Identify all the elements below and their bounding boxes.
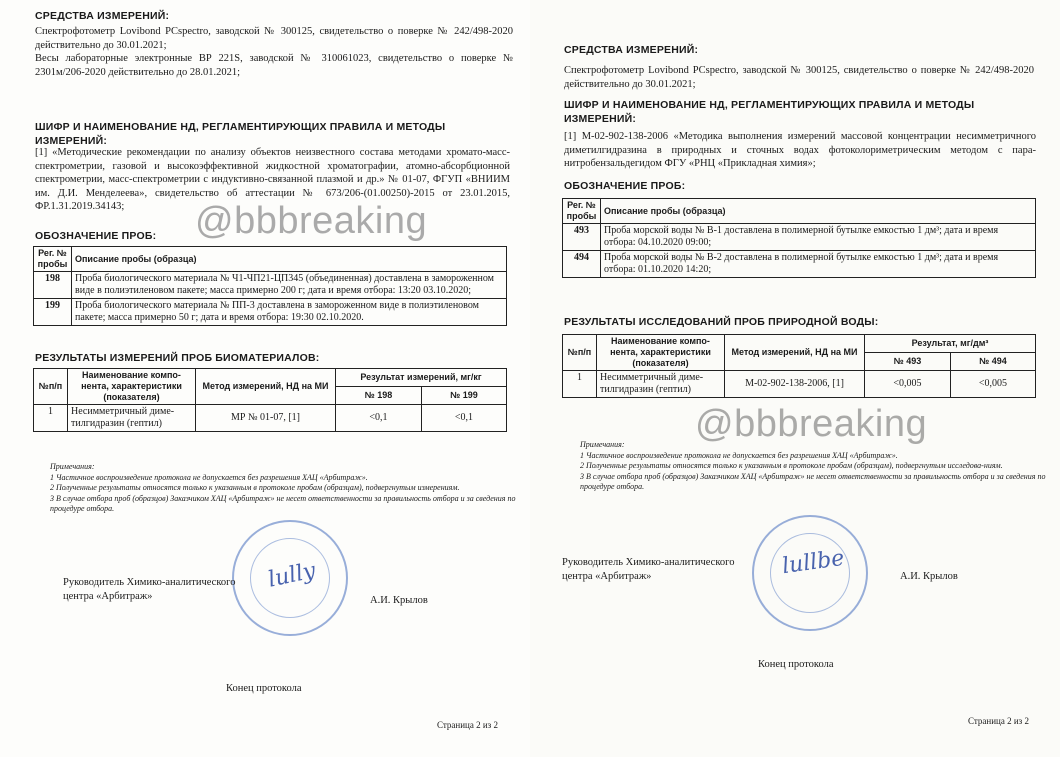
nd-text: [1] М-02-902-138-2006 «Методика выполнения измерений массовой концентрации несимметричного диметилгидразина в природных и сточных водах фотоколориметрическим методом с пара-нитробензальдегидом ФГУ «РНЦ «Прикладная химия»; [564,131,1036,169]
table-row [563,224,1036,251]
col-result: Результат, мг/дм³ [865,335,1036,353]
sample-desc: Проба морской воды № В-2 доставлена в полимерной бутылке емкостью 1 дм³; дата и время отбора: 01.10.2020 14:20; [601,251,1036,278]
note-3: 3 В случае отбора проб (образцов) Заказчиком ХАЦ «Арбитраж» не несет ответственности за правильность отбора и за сведения по процедуре отбора. [580,471,1046,491]
col-num: №п/п [34,369,68,405]
notes [50,462,520,515]
means-title: СРЕДСТВА ИЗМЕРЕНИЙ: [35,10,170,22]
right-document-page [530,0,1060,757]
nd-title: ШИФР И НАИМЕНОВАНИЕ НД, РЕГЛАМЕНТИРУЮЩИХ ПРАВИЛА И МЕТОДЫ ИЗМЕРЕНИЙ: [35,121,446,147]
results-title: РЕЗУЛЬТАТЫ ИЗМЕРЕНИЙ ПРОБ БИОМАТЕРИАЛОВ: [35,352,320,364]
means-text: Спектрофотометр Lovibond PCspectro, заводской № 300125, свидетельство о поверке № 242/498-2020 действительно до 30.01.2021; Весы лабораторные электронные ВР 221S, заводской № 310061023, свидетельство о поверке № 2301м/206-2020 действительно до 28.01.2021; [35,26,513,78]
signer-name: А.И. Крылов [370,595,428,606]
result-value-1: <0,1 [336,405,422,432]
samples-title: ОБОЗНАЧЕНИЕ ПРОБ: [35,230,157,242]
result-value-2: <0,1 [422,405,507,432]
col-sample-2: № 199 [422,387,507,405]
signer-role: Руководитель Химико-аналитического центра «Арбитраж» [562,557,735,582]
results-header-row [34,369,507,387]
col-result: Результат измерений, мг/кг [336,369,507,387]
col-name: Наименование компо-нента, характеристики (показателя) [68,369,196,405]
result-value-2: <0,005 [951,371,1036,398]
result-num: 1 [34,405,68,432]
col-description: Описание пробы (образца) [601,199,1036,224]
col-sample-1: № 198 [336,387,422,405]
sample-desc: Проба биологического материала № ПП-3 доставлена в замороженном виде в полиэтиленовом пакете; масса примерно 50 г; дата и время отбора: 19:30 02.10.2020. [72,299,507,326]
results-title: РЕЗУЛЬТАТЫ ИССЛЕДОВАНИЙ ПРОБ ПРИРОДНОЙ ВОДЫ: [564,316,879,328]
notes-title: Примечания: [50,462,95,471]
means-text: Спектрофотометр Lovibond PCspectro, заводской № 300125, свидетельство о поверке № 242/498-2020 действительно до 30.01.2021; [564,65,1034,90]
watermark: @bbbreaking [195,200,428,242]
end-of-protocol: Конец протокола [226,683,302,694]
samples-table [33,246,507,326]
sample-desc: Проба морской воды № В-1 доставлена в полимерной бутылке емкостью 1 дм³; дата и время отбора: 04.10.2020 09:00; [601,224,1036,251]
result-value-1: <0,005 [865,371,951,398]
table-row [34,299,507,326]
nd-title: ШИФР И НАИМЕНОВАНИЕ НД, РЕГЛАМЕНТИРУЮЩИХ ПРАВИЛА И МЕТОДЫ ИЗМЕРЕНИЙ: [564,99,975,125]
samples-table [562,198,1036,278]
samples-title: ОБОЗНАЧЕНИЕ ПРОБ: [564,180,686,192]
signer-role: Руководитель Химико-аналитического центра «Арбитраж» [63,577,236,602]
sample-num: 494 [563,251,601,278]
notes-title: Примечания: [580,440,625,449]
sample-num: 493 [563,224,601,251]
col-reg-num: Рег. № пробы [34,247,72,272]
note-1: 1 Частичное воспроизведение протокола не допускается без разрешения ХАЦ «Арбитраж». [50,472,368,482]
col-name: Наименование компо-нента, характеристики (показателя) [597,335,725,371]
col-reg-num: Рег. № пробы [563,199,601,224]
end-of-protocol: Конец протокола [758,659,834,670]
table-row [563,251,1036,278]
signature-mark: lullbe [780,545,846,580]
sample-num: 199 [34,299,72,326]
result-method: МР № 01-07, [1] [196,405,336,432]
results-table [33,368,507,432]
col-sample-2: № 494 [951,353,1036,371]
signer-name: А.И. Крылов [900,571,958,582]
table-row [34,272,507,299]
samples-header-row [563,199,1036,224]
result-method: М-02-902-138-2006, [1] [725,371,865,398]
result-name: Несимметричный диме-тилгидразин (гептил) [597,371,725,398]
col-sample-1: № 493 [865,353,951,371]
sample-num: 198 [34,272,72,299]
result-name: Несимметричный диме-тилгидразин (гептил) [68,405,196,432]
samples-header-row [34,247,507,272]
col-num: №п/п [563,335,597,371]
col-method: Метод измерений, НД на МИ [725,335,865,371]
means-title: СРЕДСТВА ИЗМЕРЕНИЙ: [564,44,699,56]
note-2: 2 Полученные результаты относятся только к указанным в протоколе пробам (образцам), подвергнутым измерениям. [50,483,460,492]
col-method: Метод измерений, НД на МИ [196,369,336,405]
table-row [563,371,1036,398]
sample-desc: Проба биологического материала № Ч1-ЧП21-ЦП345 (объединенная) доставлена в замороженном виде в полиэтиленовом пакете; масса примерно 200 г; дата и время отбора: 13:20 03.10.2020; [72,272,507,299]
note-2: 2 Полученные результаты относятся только к указанным в протоколе пробам (образцам), подвергнутым исследова-ниям. [580,461,1003,470]
table-row [34,405,507,432]
page-number: Страница 2 из 2 [437,720,498,730]
signature-mark: lully [265,558,318,593]
notes [580,440,1050,493]
note-1: 1 Частичное воспроизведение протокола не допускается без разрешения ХАЦ «Арбитраж». [580,450,898,460]
result-num: 1 [563,371,597,398]
page-number: Страница 2 из 2 [968,716,1029,726]
nd-text: [1] «Методические рекомендации по анализу объектов неизвестного состава методами хромато-масс-спектрометрии, газовой и высокоэффективной жидкостной хроматографии, атомно-абсорбционной спектрометрии, масс-спектрометрии с индуктивно-связанной плазмой и др.» № 01-07, ФГУП «ВНИИМ им. Д.И. Менделеева», свидетельство об аттестации № 673/206-(01.00250)-2015 от 23.01.2015, ФР.1.31.2019.34143; [35,147,510,212]
col-description: Описание пробы (образца) [72,247,507,272]
note-3: 3 В случае отбора проб (образцов) Заказчиком ХАЦ «Арбитраж» не несет ответственности за правильность отбора и за сведения по процедуре отбора. [50,493,516,513]
results-table [562,334,1036,398]
watermark: @bbbreaking [695,403,928,445]
results-header-row [563,335,1036,353]
